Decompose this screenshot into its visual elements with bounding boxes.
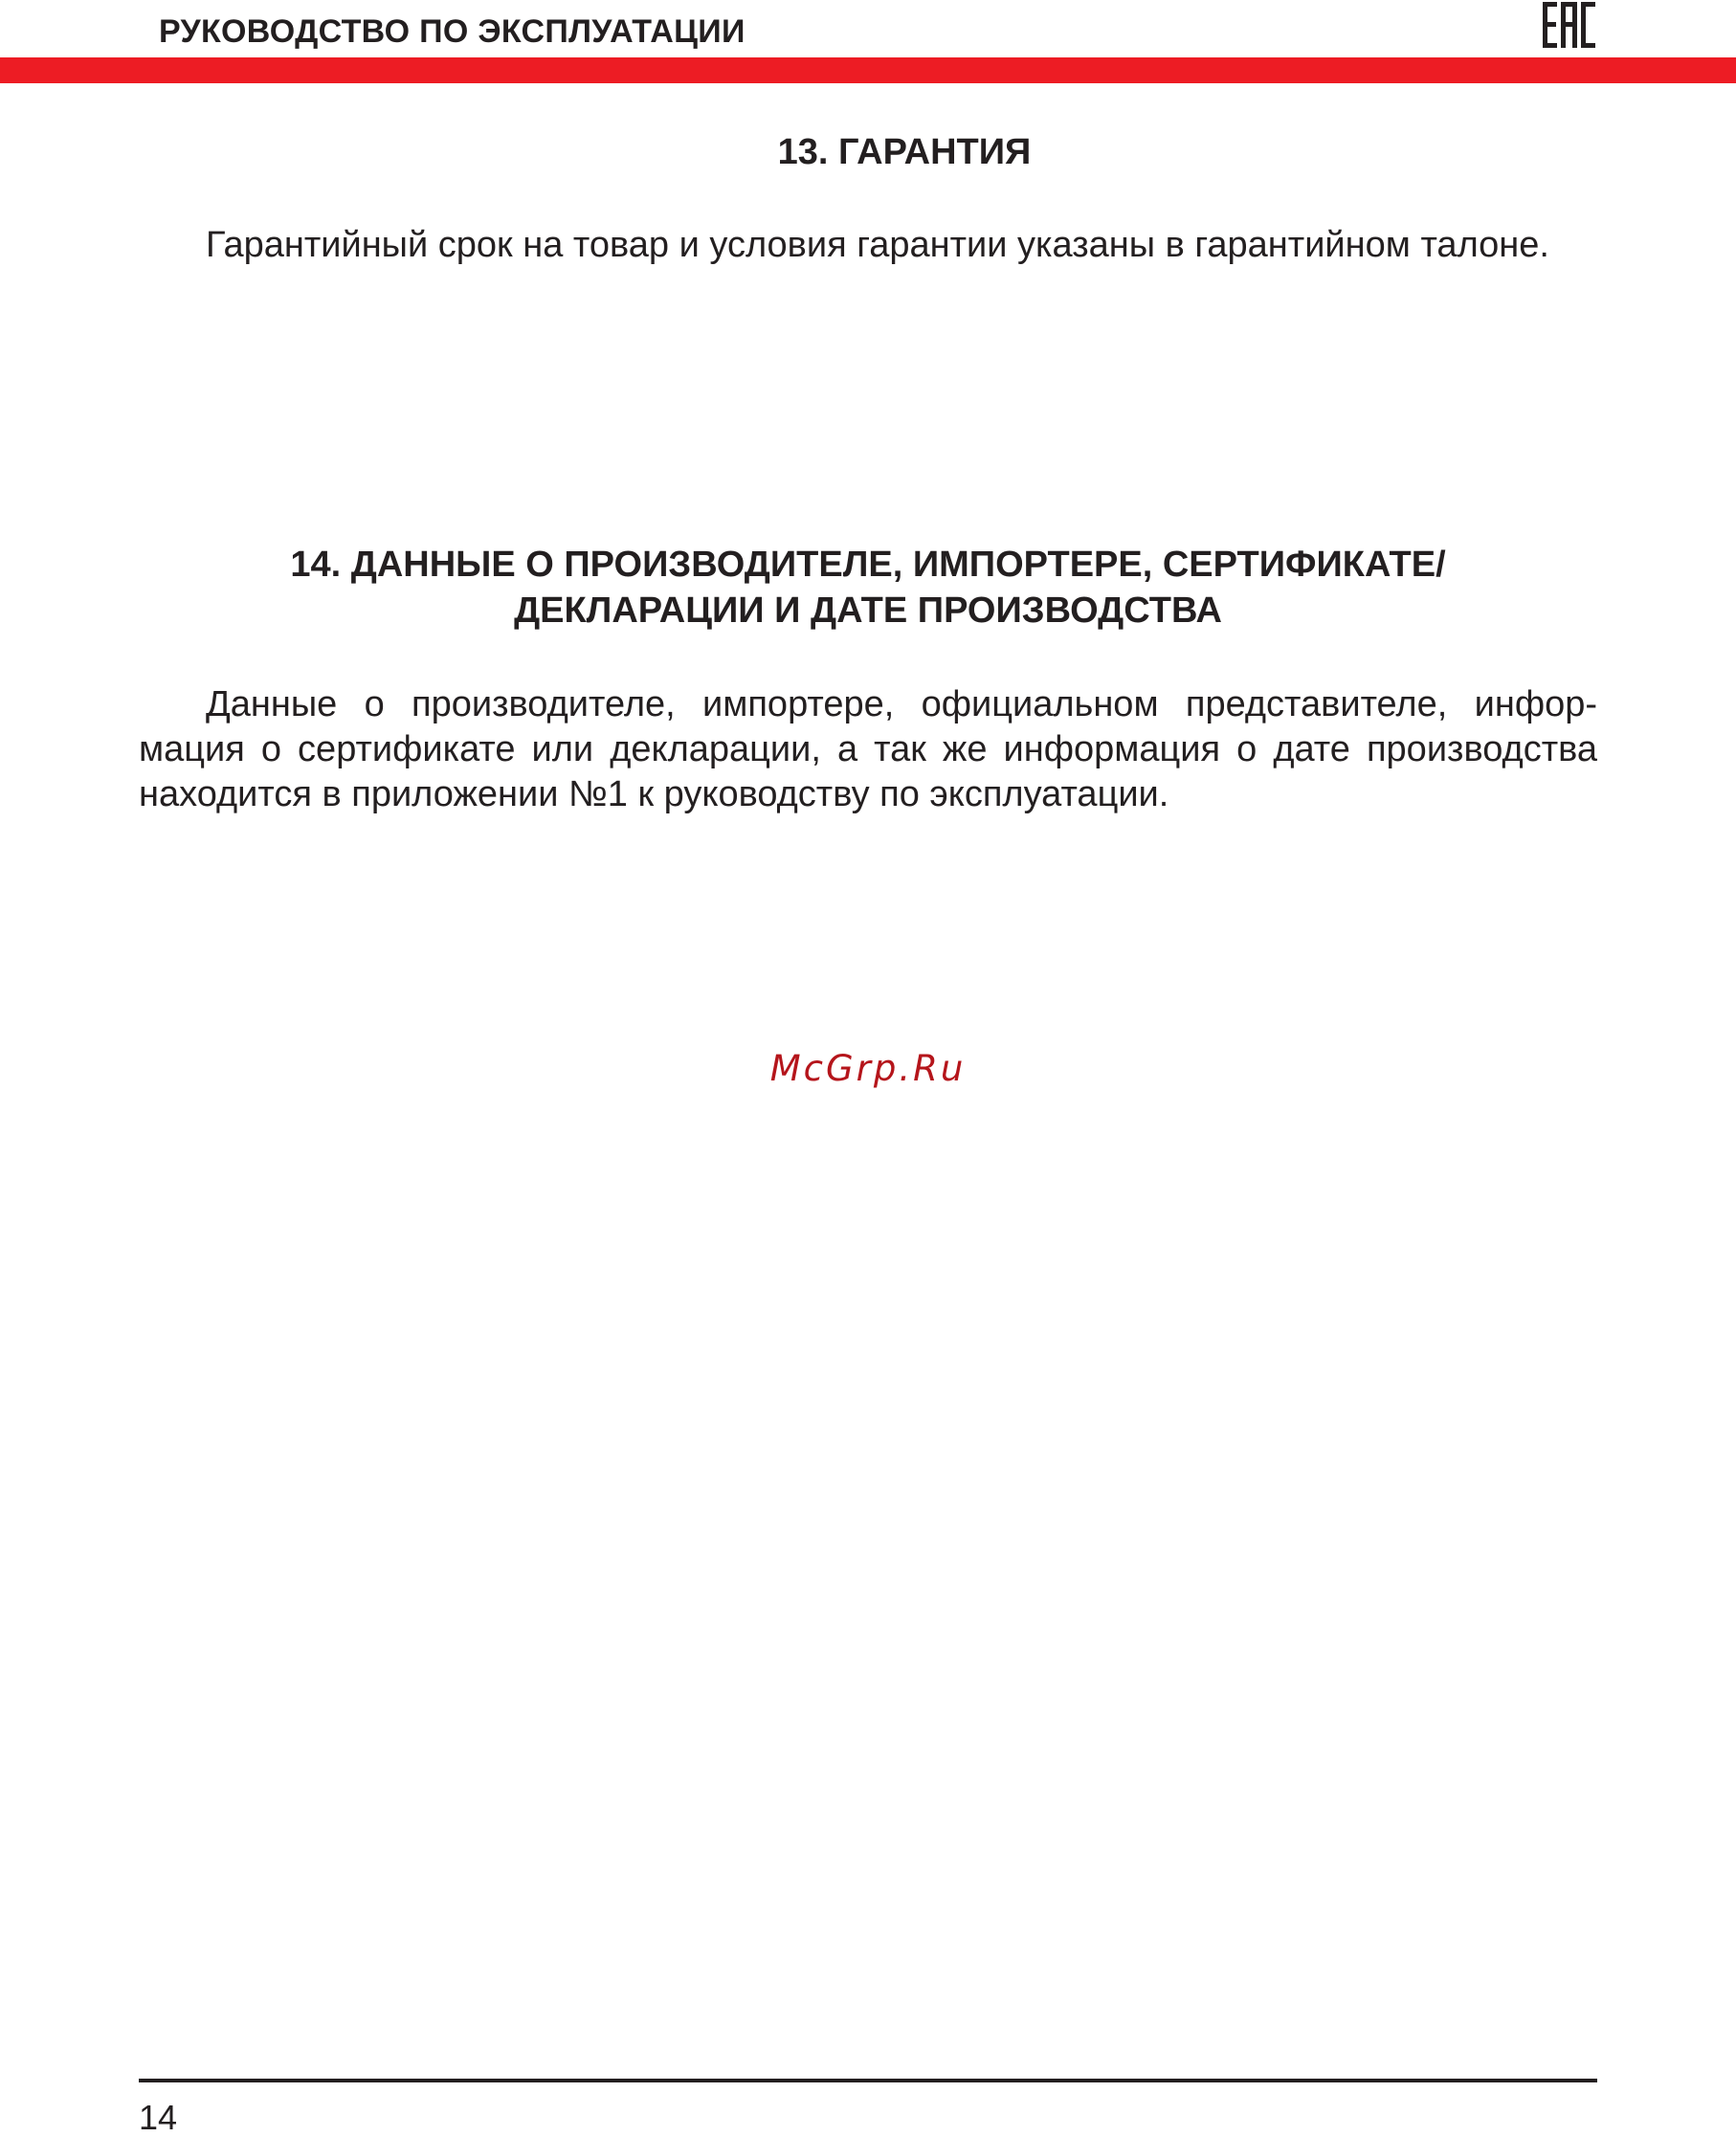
section-14-heading (139, 542, 1597, 634)
document-header-title: РУКОВОДСТВО ПО ЭКСПЛУАТАЦИИ (159, 13, 746, 50)
section-13-heading: 13. ГАРАНТИЯ (777, 132, 1032, 172)
section-14-heading-line: ДЕКЛАРАЦИИ И ДАТЕ ПРОИЗВОДСТВА (514, 590, 1222, 631)
header-red-band (0, 57, 1736, 83)
section-14-heading-line: 14. ДАННЫЕ О ПРОИЗВОДИТЕЛЕ, ИМПОРТЕРЕ, СЕРТИФИКАТЕ/ (290, 545, 1446, 585)
watermark-text: McGrp.Ru (769, 1048, 967, 1089)
paragraph-line: Данные о производителе, импортере, официальном представителе, инфор- (206, 684, 1597, 724)
page-number: 14 (139, 2098, 178, 2137)
section-13-paragraph: Гарантийный срок на товар и условия гарантии указаны в гарантийном талоне. (206, 225, 1549, 265)
paragraph-line: мация о сертификате или декларации, а так же информация о дате производства (139, 729, 1597, 769)
paragraph-line: находится в приложении №1 к руководству по эксплуатации. (139, 774, 1169, 814)
eac-mark-icon (1542, 0, 1597, 52)
footer-divider (139, 2079, 1597, 2082)
section-14-paragraph (139, 682, 1597, 817)
